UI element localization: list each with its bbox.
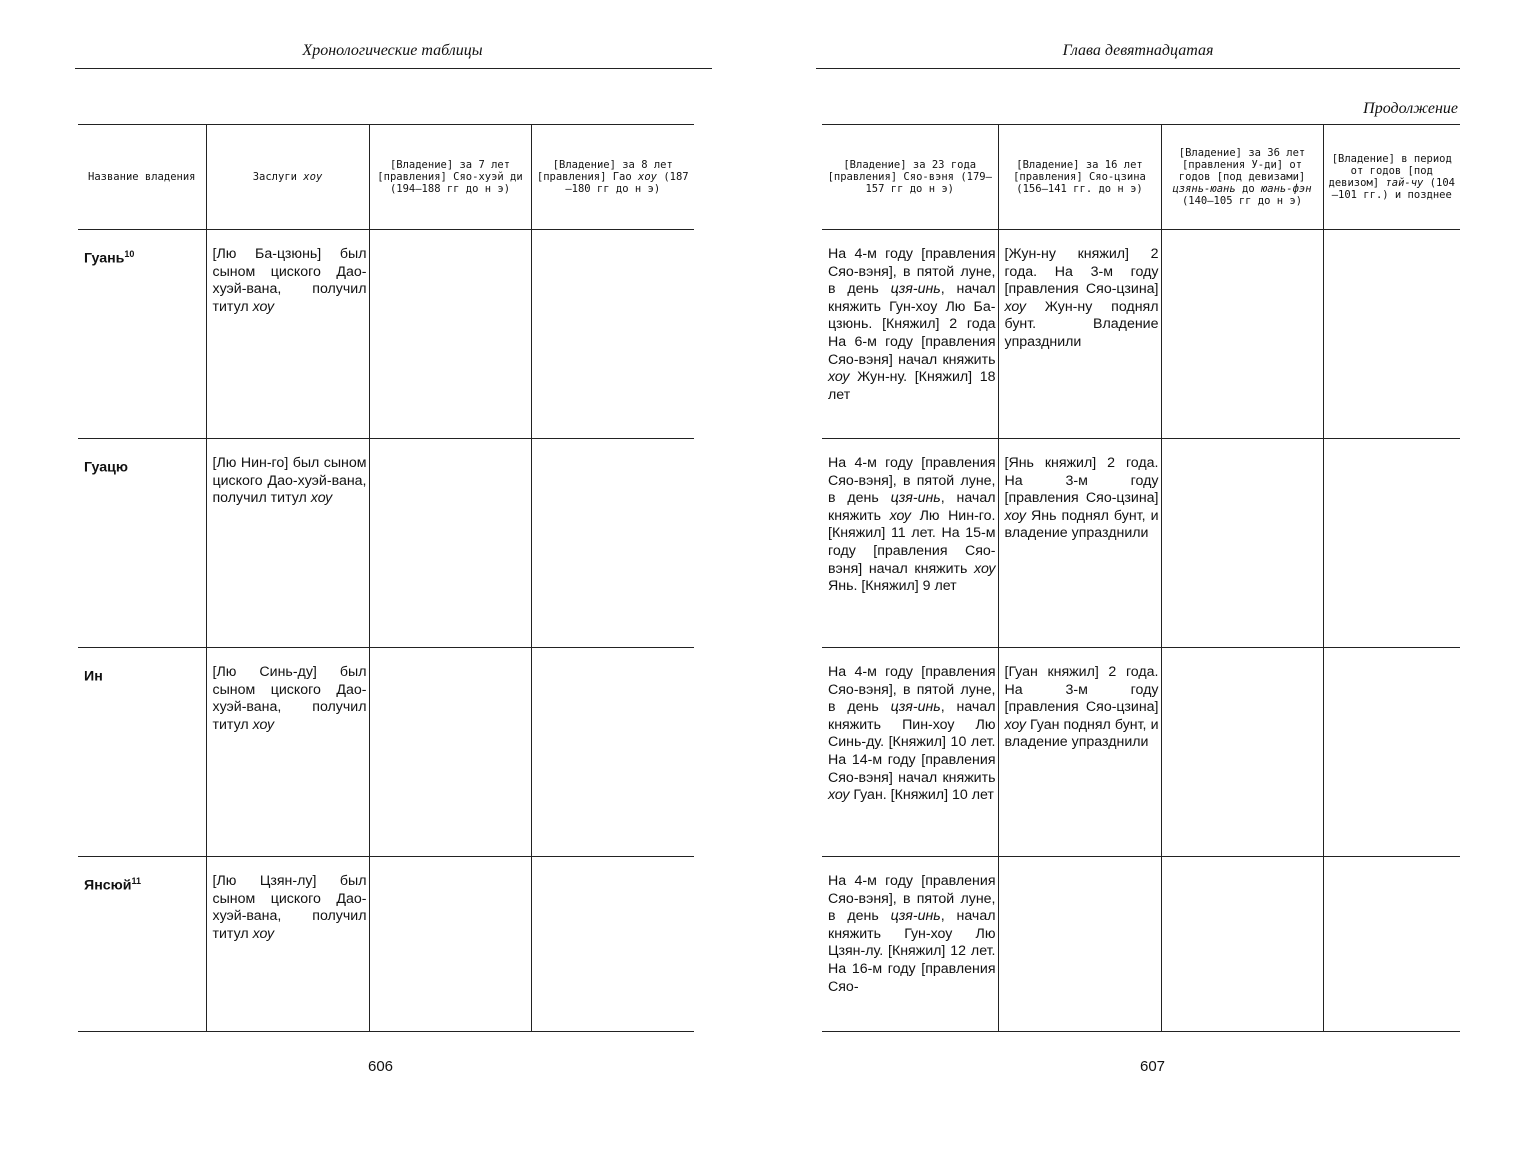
table-row [78,648,694,857]
domain-name: Гуацю [84,459,128,476]
footnote-marker: 11 [131,876,142,886]
reign-cell-xiaojing: [Гуан княжил] 2 года. На 3-м году [правления Сяо-цзина] хоу Гуан поднял бунт, и владение упразднили [998,648,1161,857]
reign-cell-xiaowen: На 4-м году [правления Сяо-вэня], в пятой луне, в день цзя-инь, начал княжить хоу Лю Нин-го. [Княжил] 11 лет. На 15-м году [правления Сяо-вэня] начал княжить хоу Янь. [Княжил] 9 лет [822,439,998,648]
header-rule-right [816,68,1460,69]
empty-cell [531,439,694,648]
empty-cell [369,230,531,439]
domain-name-cell [78,648,206,857]
header-col1: [Владение] за 23 года [правления] Сяо-вэня (179—157 гг до н э) [822,125,998,230]
chronology-table-right [822,124,1460,1032]
domain-name: Ин [84,668,103,685]
merit-cell: [Лю Синь-ду] был сыном циского Дао-хуэй-вана, получил титул хоу [206,648,369,857]
empty-cell [1161,648,1323,857]
header-rule-left [75,68,712,69]
empty-cell [1161,230,1323,439]
empty-cell [1161,857,1323,1032]
empty-cell [369,648,531,857]
table-header-row [78,125,694,230]
empty-cell [1323,439,1460,648]
page-number-right: 607 [1140,1058,1166,1075]
merit-cell: [Лю Нин-го] был сыном циского Дао-хуэй-вана, получил титул хоу [206,439,369,648]
page-number-left: 606 [368,1058,394,1075]
table-row [78,439,694,648]
reign-cell-xiaojing [998,857,1161,1032]
table-header-row [822,125,1460,230]
table-row [78,857,694,1032]
table-row [822,857,1460,1032]
table-row [822,439,1460,648]
table-row [78,230,694,439]
empty-cell [1323,648,1460,857]
empty-cell [1161,439,1323,648]
domain-name: Янсюй [84,877,132,894]
reign-cell-xiaojing: [Жун-ну княжил] 2 года. На 3-м году [правления Сяо-цзина] хоу Жун-ну поднял бунт. Владение упразднили [998,230,1161,439]
domain-name-cell [78,439,206,648]
header-name: Название владения [78,125,206,230]
reign-cell-xiaowen: На 4-м году [правления Сяо-вэня], в пятой луне, в день цзя-инь, начал княжить Гун-хоу Лю Ба-цзюнь. [Княжил] 2 года На 6-м году [правления Сяо-вэня] начал княжить хоу Жун-ну. [Княжил] 18 лет [822,230,998,439]
table-row [822,648,1460,857]
footnote-marker: 10 [124,249,135,259]
header-col3: [Владение] за 36 лет [правления У-ди] от годов [под девизами] цзянь-юань до юань-фэн (140—105 гг до н э) [1161,125,1323,230]
header-col4: [Владение] в период от годов [под девизом] тай-чу (104—101 гг.) и позднее [1323,125,1460,230]
chronology-table-left [78,124,694,1032]
continued-label: Продолжение [1363,100,1458,117]
empty-cell [531,857,694,1032]
header-merit: Заслуги хоу [206,125,369,230]
header-col2: [Владение] за 16 лет [правления] Сяо-цзина (156—141 гг. до н э) [998,125,1161,230]
reign-cell-xiaojing: [Янь княжил] 2 года. На 3-м году [правления Сяо-цзина] хоу Янь поднял бунт, и владение упразднили [998,439,1161,648]
header-col4: [Владение] за 8 лет [правления] Гао хоу (187—180 гг до н э) [531,125,694,230]
table-row [822,230,1460,439]
left-page [0,0,760,1154]
merit-cell: [Лю Цзян-лу] был сыном циского Дао-хуэй-вана, получил титул хоу [206,857,369,1032]
header-col3: [Владение] за 7 лет [правления] Сяо-хуэй ди (194—188 гг до н э) [369,125,531,230]
empty-cell [531,230,694,439]
domain-name: Гуань [84,250,125,267]
empty-cell [369,439,531,648]
domain-name-cell [78,230,206,439]
domain-name-cell [78,857,206,1032]
merit-cell: [Лю Ба-цзюнь] был сыном циского Дао-хуэй-вана, получил титул хоу [206,230,369,439]
running-head-left: Хронологические таблицы [302,42,483,59]
empty-cell [1323,230,1460,439]
running-head-right: Глава девятнадцатая [1062,42,1214,59]
empty-cell [531,648,694,857]
right-page [768,0,1536,1154]
empty-cell [1323,857,1460,1032]
empty-cell [369,857,531,1032]
reign-cell-xiaowen: На 4-м году [правления Сяо-вэня], в пятой луне, в день цзя-инь, начал княжить Пин-хоу Лю Синь-ду. [Княжил] 10 лет. На 14-м году [правления Сяо-вэня] начал княжить хоу Гуан. [Княжил] 10 лет [822,648,998,857]
reign-cell-xiaowen: На 4-м году [правления Сяо-вэня], в пятой луне, в день цзя-инь, начал княжить Гун-хоу Лю Цзян-лу. [Княжил] 12 лет. На 16-м году [правления Сяо- [822,857,998,1032]
